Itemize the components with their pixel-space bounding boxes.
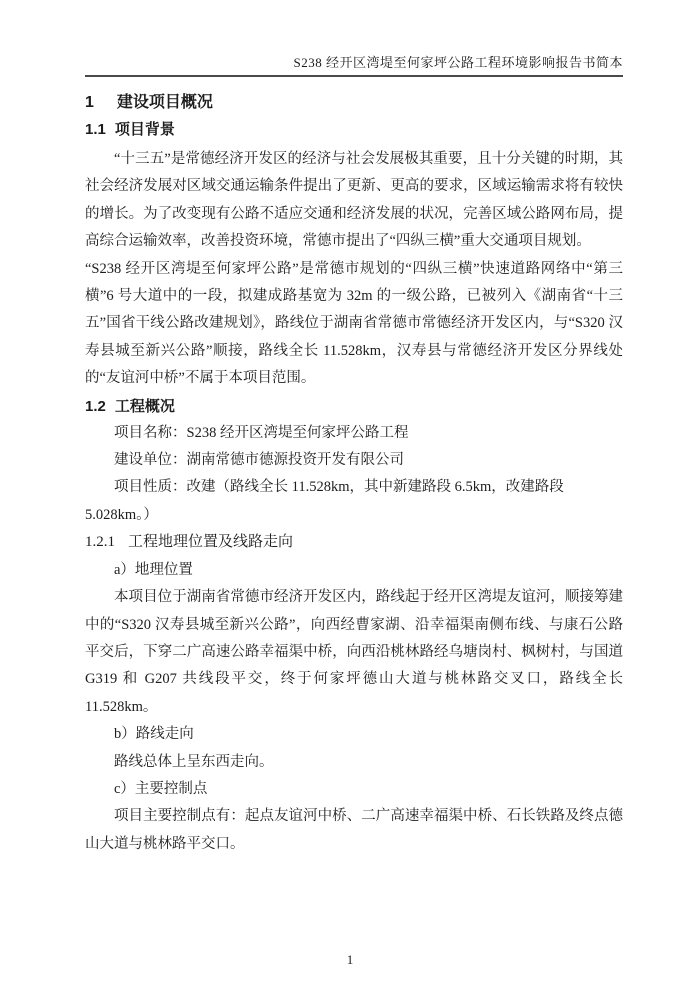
section-heading-1-2	[85, 398, 623, 416]
construction-unit-line: 建设单位：湖南常德市德源投资开发有限公司	[114, 452, 404, 469]
section-number: 1.2.1	[85, 534, 115, 551]
section-number: 1.1	[85, 121, 106, 138]
chapter-title: 建设项目概况	[116, 94, 213, 111]
list-item-a: a）地理位置	[114, 561, 193, 578]
list-item-c: c）主要控制点	[114, 780, 208, 797]
project-info-lines	[85, 420, 623, 530]
page-content	[85, 0, 623, 858]
section-heading-1-2-1	[85, 529, 623, 556]
section-title: 项目背景	[114, 121, 175, 138]
section-title: 工程地理位置及线路走向	[128, 534, 294, 551]
page-number: 1	[346, 952, 354, 968]
page-footer	[0, 952, 700, 968]
running-header	[85, 0, 623, 71]
section-number: 1.2	[85, 397, 106, 415]
header-rule	[85, 75, 623, 77]
project-name-line: 项目名称：S238 经开区湾堤至何家坪公路工程	[114, 424, 409, 441]
chapter-number: 1	[85, 94, 94, 111]
paragraph-control-points: 项目主要控制点有：起点友谊河中桥、二广高速幸福渠中桥、石长铁路及终点德山大道与桃林路平交口。	[85, 808, 623, 852]
chapter-heading-1	[85, 93, 623, 112]
project-nature-line: 项目性质：改建（路线全长 11.528km，其中新建路段 6.5km，改建路段 5.028km。）	[85, 479, 564, 523]
paragraph-location: 本项目位于湖南省常德市经济开发区内，路线起于经开区湾堤友谊河，顺接筹建中的“S320 汉寿县城至新兴公路”，向西经曹家湖、沿幸福渠南侧布线、与康石公路平交后，下穿二广高速公路幸福渠中桥，向西沿桃林路经乌塘岗村、枫树村，与国道 G319 和 G207 共线段平交，终于何家坪德山大道与桃林路交叉口，路线全长 11.528km。	[85, 589, 623, 715]
paragraph-background-2: “S238 经开区湾堤至何家坪公路”是常德市规划的“四纵三横”快速道路网络中“第三横”6 号大道中的一段，拟建成路基宽为 32m 的一级公路，已被列入《湖南省“十三五”国省干线公路改建规划》，路线位于湖南省常德市常德经济开发区内，与“S320 汉寿县城至新兴公路”顺接，路线全长 11.528km，汉寿县与常德经济开发区分界线处的“友谊河中桥”不属于本项目范围。	[85, 260, 623, 387]
list-item-b: b）路线走向	[114, 726, 194, 743]
running-header-title: S238 经开区湾堤至何家坪公路工程环境影响报告书简本	[293, 55, 623, 70]
section-title: 工程概况	[114, 397, 175, 415]
paragraph-background-1: “十三五”是常德经济开发区的经济与社会发展极其重要，且十分关键的时期，其社会经济发展对区域交通运输条件提出了更新、更高的要求，区域运输需求将有较快的增长。为了改变现有公路不适应交通和经济发展的状况，完善区域公路网布局，提高综合运输效率，改善投资环境，常德市提出了“四纵三横”重大交通项目规划。	[85, 151, 623, 250]
section-heading-1-1	[85, 121, 623, 139]
paragraph-direction: 路线总体上呈东西走向。	[114, 753, 274, 770]
